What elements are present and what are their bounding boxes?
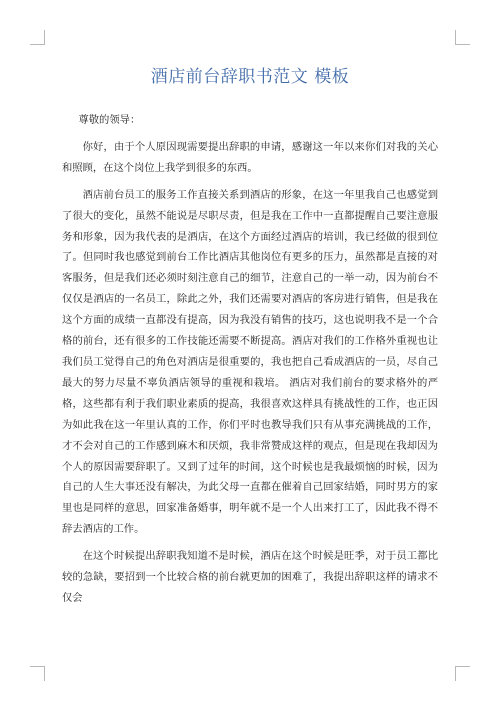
paragraph-3: 在这个时候提出辞职我知道不是时候，酒店在这个时候是旺季，对于员工都比较的急缺，要招到一个比较合格的前台就更加的困难了，我提出辞职这样的请求不仅会: [62, 550, 438, 604]
document-title: 酒店前台辞职书范文 模板: [150, 67, 350, 87]
crop-mark-bottom-left: [30, 666, 45, 681]
document-body: [62, 110, 438, 609]
crop-mark-top-left: [30, 30, 45, 45]
crop-mark-top-right: [455, 30, 470, 45]
crop-mark-bottom-right: [455, 666, 470, 681]
paragraph-1: 你好，由于个人原因现需要提出辞职的申请，感谢这一年以来你们对我的关心和照顾，在这个岗位上我学到很多的东西。: [62, 140, 438, 174]
salutation: 尊敬的领导：: [78, 114, 141, 126]
paragraph-2: 酒店前台员工的服务工作直接关系到酒店的形象，在这一年里我自己也感觉到了很大的变化，虽然不能说是尽职尽责，但是我在工作中一直都提醒自己要注意服务和形象，因为我代表的是酒店，在这个方面经过酒店的培训，我已经做的很到位了。但同时我也感觉到前台工作比酒店其他岗位有更多的压力，虽然都是直接的对客服务，但是我们还必须时刻注意自己的细节，注意自己的一举一动，因为前台不仅仅是酒店的一名员工，除此之外，我们还需要对酒店的客房进行销售，但是我在这个方面的成绩一直都没有提高，因为我没有销售的技巧，这也说明我不是一个合格的前台，还有很多的工作技能还需要不断提高。酒店对我们的工作格外重视也让我们员工觉得自己的角色对酒店是很重要的，我也把自己看成酒店的一员，尽自己最大的努力尽量不辜负酒店领导的重视和栽培。 酒店对我们前台的要求格外的严格，这些都有利于我们职业素质的提高，我很喜欢这样具有挑战性的工作，也正因为如此我在这一年里认真的工作，你们平时也教导我们只有从事充满挑战的工作，才不会对自己的工作感到麻木和厌烦，我非常赞成这样的观点，但是现在我却因为个人的原因需要辞职了。又到了过年的时间，这个时候也是我最烦恼的时候，因为自己的人生大事还没有解决，为此父母一直都在催着自己回家结婚，同时男方的家里也是同样的意思，回家准备婚事，明年就不是一个人出来打工了，因此我不得不辞去酒店的工作。: [62, 188, 438, 536]
